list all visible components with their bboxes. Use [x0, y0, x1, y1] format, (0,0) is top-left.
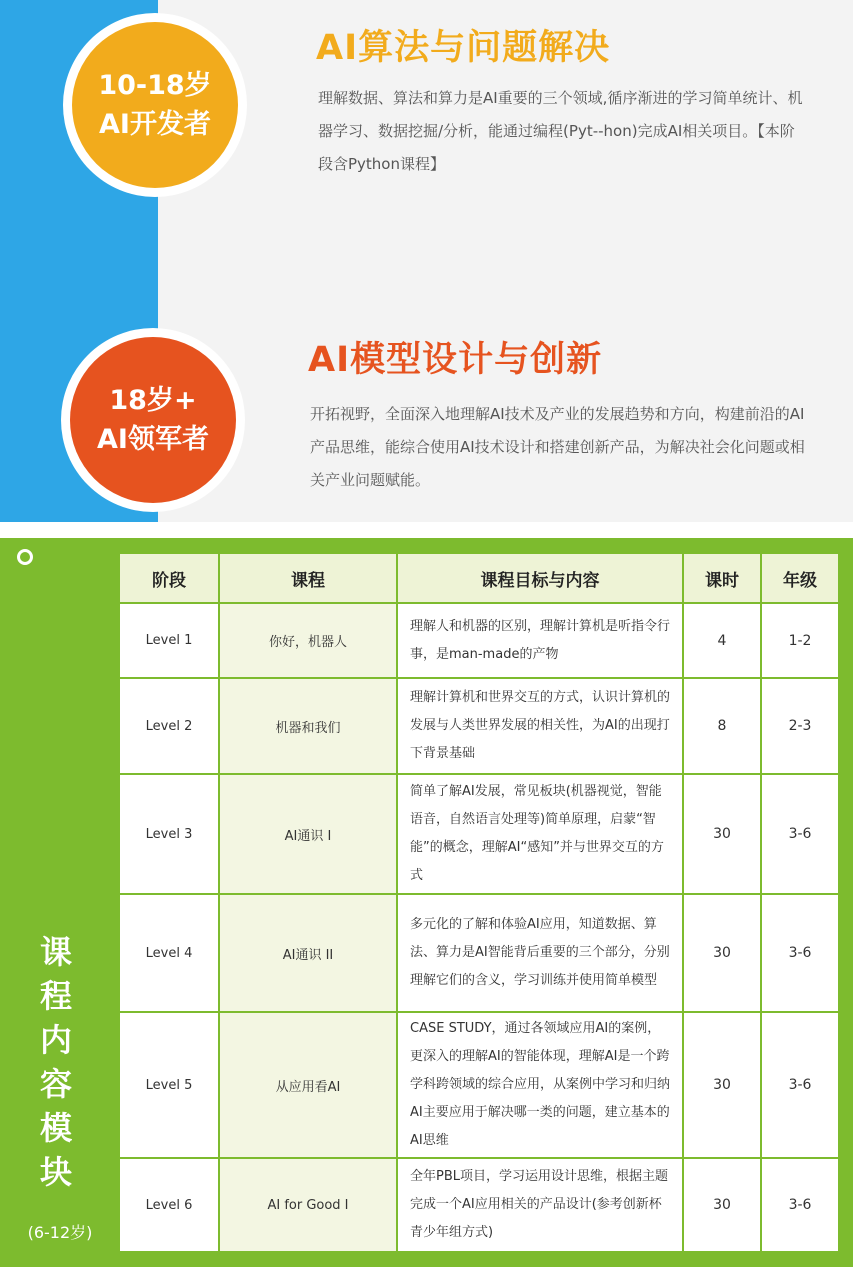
table-row	[119, 678, 839, 774]
cell-content: CASE STUDY，通过各领域应用AI的案例，更深入的理解AI的智能体现，理解AI是一个跨学科跨领域的综合应用，从案例中学习和归纳AI主要应用于解决哪一类的问题，建立基本的AI思维	[397, 1012, 683, 1158]
table-row	[119, 774, 839, 894]
badge-role: AI开发者	[99, 109, 211, 140]
badge-role: AI领军者	[97, 424, 209, 455]
badge-age: 18岁+	[109, 384, 197, 416]
cell-hours: 30	[683, 894, 761, 1012]
cell-stage: Level 1	[119, 603, 219, 678]
cell-hours: 30	[683, 1012, 761, 1158]
stage-badge-developer	[63, 13, 247, 197]
header-content: 课程目标与内容	[397, 553, 683, 603]
cell-content: 理解人和机器的区别，理解计算机是听指令行事，是man-made的产物	[397, 603, 683, 678]
cell-grade: 3-6	[761, 894, 839, 1012]
cell-course: 从应用看AI	[219, 1012, 397, 1158]
cell-hours: 30	[683, 1158, 761, 1252]
stage-badge-leader	[61, 328, 245, 512]
stage-title: AI模型设计与创新	[308, 340, 603, 380]
cell-stage: Level 4	[119, 894, 219, 1012]
cell-stage: Level 5	[119, 1012, 219, 1158]
cell-content: 全年PBL项目，学习运用设计思维，根据主题完成一个AI应用相关的产品设计(参考创新杯青少年组方式)	[397, 1158, 683, 1252]
cell-grade: 1-2	[761, 603, 839, 678]
cell-course: 机器和我们	[219, 678, 397, 774]
header-hours: 课时	[683, 553, 761, 603]
table-row	[119, 603, 839, 678]
badge-age: 10-18岁	[98, 69, 212, 101]
table-row	[119, 1158, 839, 1252]
cell-course: AI for Good I	[219, 1158, 397, 1252]
age-range: (6-12岁)	[27, 1223, 93, 1242]
stages-section	[0, 0, 853, 522]
header-stage: 阶段	[119, 553, 219, 603]
table-header-row	[119, 553, 839, 603]
table-row	[119, 894, 839, 1012]
header-grade: 年级	[761, 553, 839, 603]
cell-content: 理解计算机和世界交互的方式，认识计算机的发展与人类世界发展的相关性，为AI的出现打下背景基础	[397, 678, 683, 774]
cell-course: AI通识 I	[219, 774, 397, 894]
stage-description: 开拓视野，全面深入地理解AI技术及产业的发展趋势和方向，构建前沿的AI产品思维，能综合使用AI技术设计和搭建创新产品，为解决社会化问题或相关产业问题赋能。	[310, 405, 805, 489]
cell-grade: 2-3	[761, 678, 839, 774]
cell-hours: 30	[683, 774, 761, 894]
circle-icon	[17, 549, 33, 565]
cell-stage: Level 6	[119, 1158, 219, 1252]
course-module-label: 课 程 内 容 模 块	[39, 933, 72, 1191]
table-row	[119, 1012, 839, 1158]
cell-course: AI通识 II	[219, 894, 397, 1012]
cell-grade: 3-6	[761, 774, 839, 894]
cell-grade: 3-6	[761, 1158, 839, 1252]
cell-content: 简单了解AI发展，常见板块(机器视觉，智能语音，自然语言处理等)简单原理，启蒙“智能”的概念，理解AI“感知”并与世界交互的方式	[397, 774, 683, 894]
cell-grade: 3-6	[761, 1012, 839, 1158]
stage-title: AI算法与问题解决	[316, 28, 611, 68]
cell-content: 多元化的了解和体验AI应用，知道数据、算法、算力是AI智能背后重要的三个部分，分别理解它们的含义，学习训练并使用简单模型	[397, 894, 683, 1012]
stage-description: 理解数据、算法和算力是AI重要的三个领域,循序渐进的学习简单统计、机器学习、数据挖掘/分析，能通过编程(Pyt--hon)完成AI相关项目。【本阶段含Python课程】	[318, 89, 803, 173]
cell-stage: Level 3	[119, 774, 219, 894]
header-course: 课程	[219, 553, 397, 603]
course-module-section	[0, 538, 853, 1267]
cell-stage: Level 2	[119, 678, 219, 774]
cell-hours: 4	[683, 603, 761, 678]
cell-course: 你好，机器人	[219, 603, 397, 678]
cell-hours: 8	[683, 678, 761, 774]
course-table	[118, 552, 840, 1253]
